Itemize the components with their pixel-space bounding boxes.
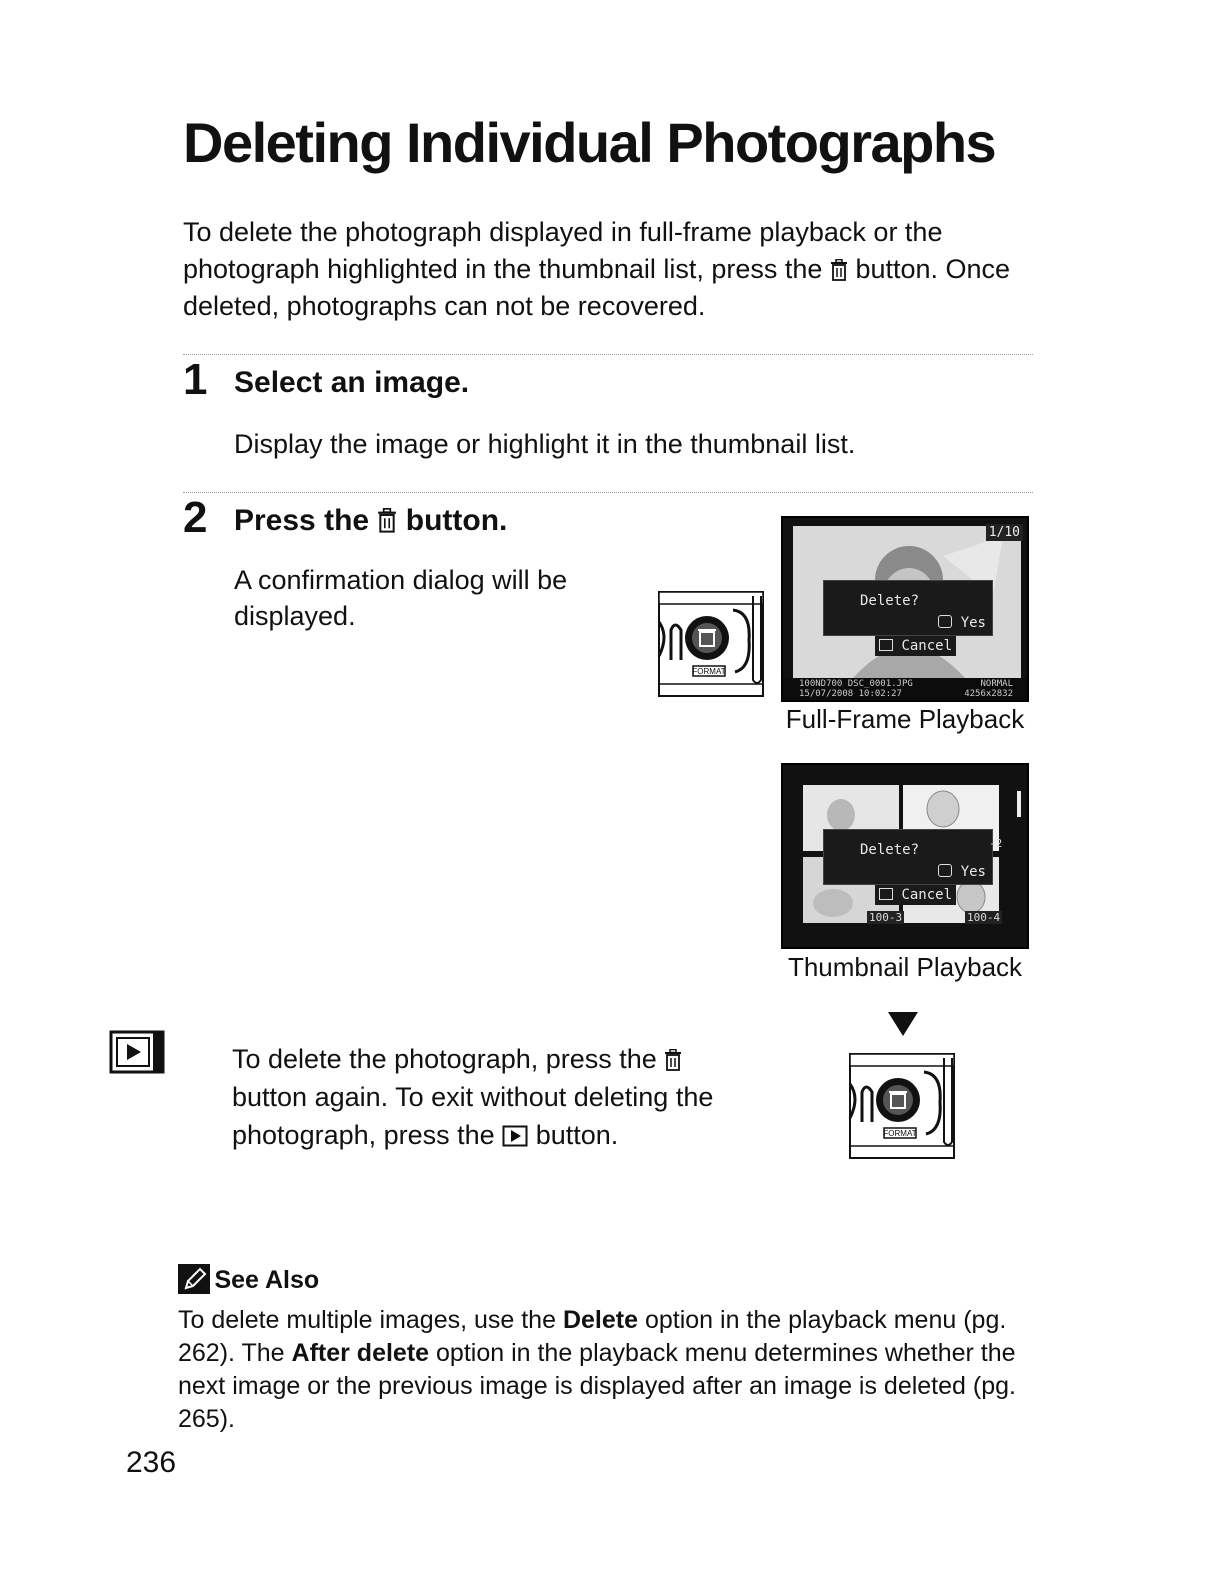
intro-paragraph [183,214,1043,325]
divider-1 [183,354,1033,355]
camera-delete-button-illustration [846,1052,958,1162]
intro-text-2: button. Once deleted, photographs can not be recovered. [183,254,1011,321]
intro-text-1: To delete the photograph displayed in full-frame playback or the photograph highlighted in the thumbnail list, press the [183,217,943,284]
playback-tab-icon [109,1030,165,1074]
step-2-body: A confirmation dialog will be displayed. [234,565,568,631]
thumbnail-dialog-title: Delete? [860,842,920,858]
format-label: FORMAT [883,1129,917,1138]
see-also-text-1: To delete multiple images, use the [178,1306,556,1334]
confirm-text-2: button again. To exit without deleting the photograph, press the [232,1082,714,1150]
see-also-title: See Also [214,1266,320,1294]
trash-icon [377,508,397,533]
thumbnail-label-3: 100-3 [869,911,903,924]
after-delete-option-name: After delete [291,1339,430,1367]
confirm-text-1: To delete the photograph, press the [232,1044,657,1074]
confirm-paragraph [232,1040,752,1154]
full-frame-playback-screen [781,516,1029,702]
trash-button-icon [938,615,952,628]
step-2-heading-text-1: Press the [234,504,370,537]
pencil-icon [178,1264,210,1294]
step-1-body: Display the image or highlight it in the thumbnail list. [234,429,856,459]
step-1-heading: Select an image. [234,366,470,399]
cancel-option [875,636,956,656]
trash-icon [830,259,848,281]
delete-option-name: Delete [562,1306,638,1334]
play-button-icon [879,639,893,651]
cancel-label: Cancel [901,638,953,654]
step-2-number: 2 [183,493,208,542]
down-arrow-icon [886,1010,920,1038]
trash-icon [664,1049,682,1071]
thumbnail-caption: Thumbnail Playback [787,952,1023,982]
full-frame-caption: Full-Frame Playback [785,704,1025,734]
thumbnail-delete-dialog [823,829,993,885]
frame-counter: 1/10 [986,524,1023,541]
confirm-text-3: button. [535,1120,619,1150]
dialog-title: Delete? [860,593,920,609]
info-line-1-right: NORMAL [980,679,1013,689]
see-also-heading [178,1264,319,1295]
info-line-2-left: 15/07/2008 10:02:27 [799,689,902,699]
thumbnail-yes-label: Yes [960,864,986,880]
trash-button-icon [938,864,952,877]
delete-dialog [823,580,993,636]
thumbnail-label-2: -2 [989,837,1003,850]
camera-delete-button-illustration [655,590,767,700]
scroll-indicator [1017,791,1021,817]
see-also-text-3: option in the playback menu determines whether the next image or the previous image is displayed after an image is deleted (pg. 265). [178,1339,1016,1433]
step-2-heading [234,506,507,536]
page-number: 236 [126,1446,177,1479]
yes-label: Yes [960,615,986,631]
yes-option [938,615,986,631]
thumbnail-cancel-option [875,885,956,905]
thumbnail-yes-option [938,864,986,880]
see-also-body [178,1304,1038,1436]
step-1-number: 1 [183,355,208,404]
step-2-heading-text-2: button. [405,504,508,537]
thumbnail-cancel-label: Cancel [901,887,953,903]
thumbnail-label-4: 100-4 [967,911,1001,924]
info-bar [783,678,1027,700]
info-line-1-left: 100ND700 DSC_0001.JPG [799,679,913,689]
play-button-icon [879,888,893,900]
playback-button-icon [502,1125,528,1147]
info-line-2-right: 4256x2832 [964,689,1013,699]
format-label: FORMAT [692,667,726,676]
page-title: Deleting Individual Photographs [183,111,996,174]
divider-2 [183,492,1033,493]
see-also-text-2: option in the playback menu (pg. 262). The [178,1306,1007,1367]
thumbnail-playback-screen [781,763,1029,949]
